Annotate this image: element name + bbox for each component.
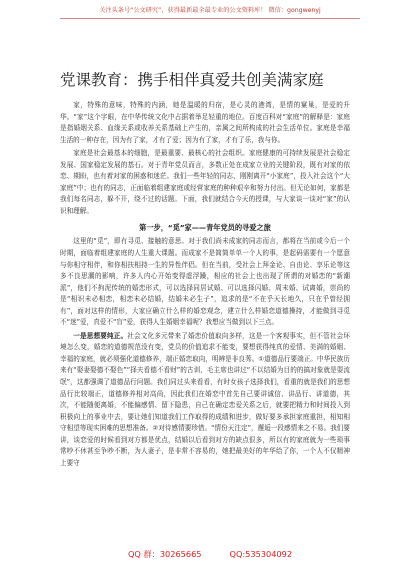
article-title: 党课教育：携手相伴真爱共创美满家庭 bbox=[60, 71, 324, 90]
point-lead: 一是思想要纯正。 bbox=[73, 331, 128, 340]
contact-footer bbox=[60, 548, 360, 560]
intro-paragraph: 家，特殊的意味，特殊的内涵，她是温暖的归宿，是心灵的港湾，是情的窠巢，是爱的升华。“家”这个字眼，在中华传统文化中占据着举足轻重的地位。百度百科对“家庭”的解释是：家庭是指婚姻关系、血缘关系或收养关系基础上产生的，亲属之间所构成的社会生活单位。家庭是幸福生活的一种存在，因为有了家，才有了爱；因为有了家，才有了乐，我与你。 bbox=[60, 101, 350, 144]
qq-number: QQ:535304092 bbox=[229, 549, 293, 559]
article-body bbox=[60, 100, 350, 469]
section-heading: 第一步，“觅”家——青年党员的寻爱之旅 bbox=[139, 223, 271, 233]
intro-paragraph: 家庭是社会最基本的细胞，是最重要、最核心的社会组织。家庭健康的可持续发展是社会稳定发展、国家稳定发展的基石。对于青年党员而言，多数正处在成家立业的关键阶段，既有对家的依恋、期盼，也有着对家的困惑和迷茫。我们一些年轻的同志，刚刚离开“小家庭”，投入社会这个“大家庭”中；也有的同志，正面临着组建家庭或经营家庭的种种艰辛和努力付出。但无论如何，家都是我们每名同志，躲不开，绕不过的话题。下面，我们就结合今天的授课，与大家谈一谈对“家”的认识和理解。 bbox=[60, 149, 350, 215]
section-paragraph: 这里的“觅”，即有寻觅、接触的意思。对于我们尚未成家的同志而言，都将在当前或今后一个时期，面临着组建家庭的人生重大课题。而成家不是简简单单一个人的事，是起码需要有一个愿意与你相守相伴，和你相扶相持一生的异性伴侣。但在当前，受社会上拜金论、自由论、享乐论等这多不良思潮的影响，许多人内心开始变得虚浮躁，相应的社会上也出现了所谓的对婚恋的“新潮派”，他们不拘泥传统的婚恋形式，可以选择同居试婚、可以选择闪婚、周末婚、试离婚，崇尚的是“相识未必相恋，相恋未必结婚，结婚未必生子”，追求的是“不在乎天长地久，只在乎曾经拥有”，面对这样的情形，大家应确立什么样的婚恋观念，建立什么样婚恋道德操持，才能做到寻觅不“迷”爱，真爱不“盲”爱，获得人生婚姻幸福呢？我想应当做到以下三点。 bbox=[60, 237, 350, 327]
point-paragraph bbox=[60, 331, 350, 470]
header-banner: 关注头条号“公文研究”，获得最新最全最专业的公文资料库！ 微信：gongwenyj bbox=[60, 4, 360, 19]
qq-group: QQ 群：30265665 bbox=[127, 549, 202, 559]
point-text: 社会文化多元带来了婚恋价值取向多样，这是一个客观事实，但不管社会环境怎么变，婚恋的道德规范没有变，党员的价值追求不能变，要想获得纯真的爱情、美满的婚姻、幸福的家庭，就必须强化道德修养，端正婚恋取向，明辨是非良莠。①道德品行要端正。中华民族历来有“娶妻娶德不娶色”“择夫看德不看财”的古训，毛主席也讲过“不以结婚为目的的搞对象就是耍流氓”，这都强调了道德品行问题。我们同过头来看看，有时女孩子选择我们，看重的就是我们的思想品行比较端正，道德修养相对高尚，因此我们在婚恋中首先自己要讲诚信、讲品行、讲道德，其次，不能随便离婚，不能偏感情、留下隐患，自己在确定恋爱关系之后，就要把精力和时间投入到积极向上的事业中去，要让她们知道我们工作取得的成绩和进步，做好要多承担家庭重担，相知相守相望等现实困难的思想准备。②对待感情要珍惜。“情份天注定”，邂逅一段感情来之不易。我们要讲，谈恋爱的时候看到对方都是优点，结婚以后看到对方的缺点很多，所以有的家庭就为一些琐事常吵不休甚至争吵不断，为人妻子，是非常不容易的，她把最美好的年华给了你，一个人不仅精神上要守 bbox=[60, 331, 351, 467]
